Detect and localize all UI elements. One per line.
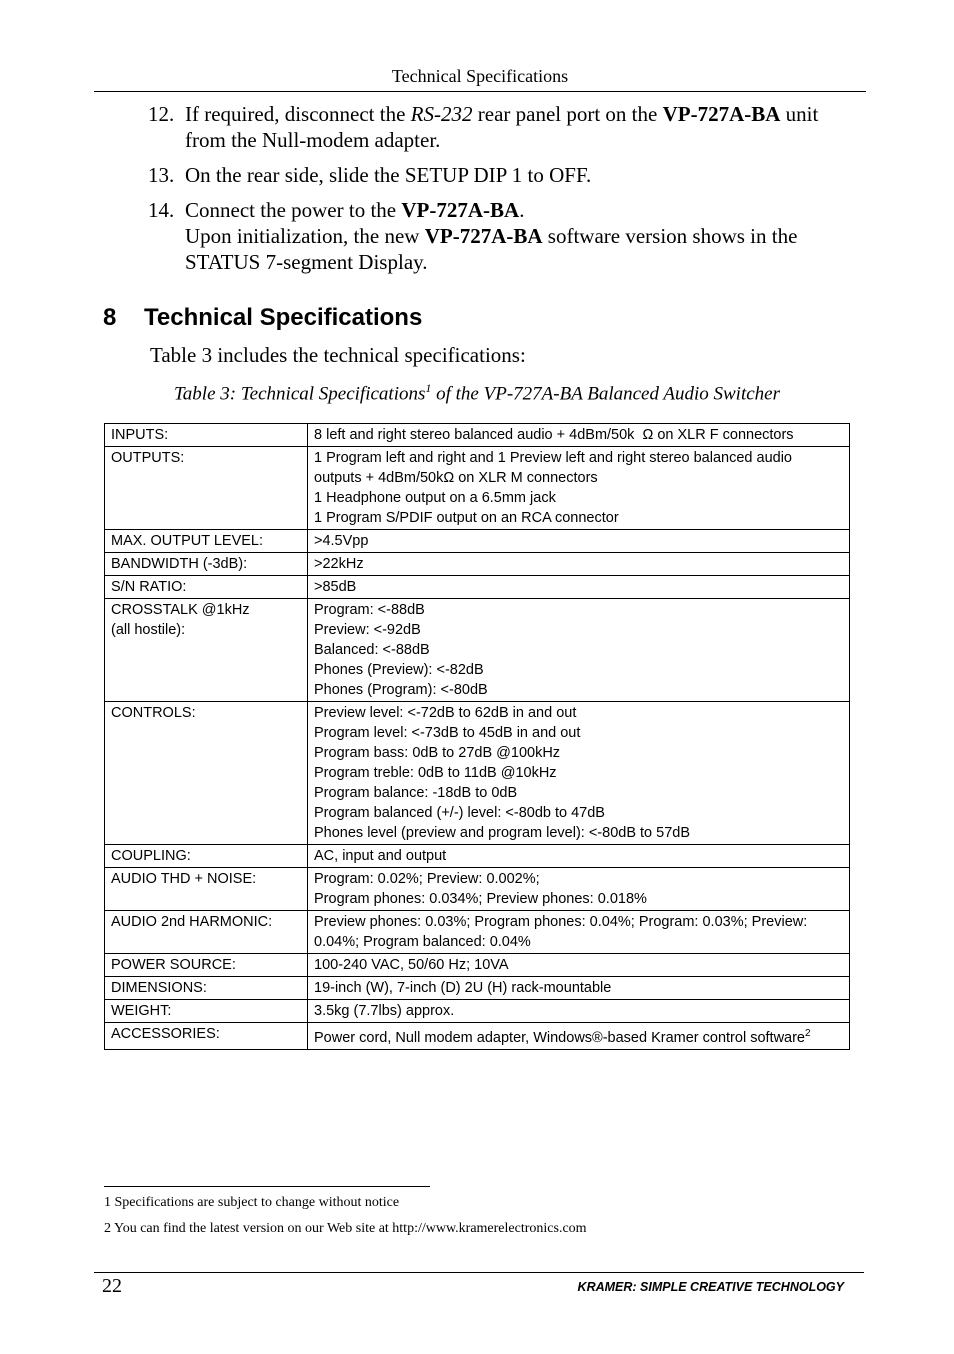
spec-label: AUDIO 2nd HARMONIC: (105, 911, 308, 954)
intro-text: Table 3 includes the technical specifications: (150, 343, 526, 367)
spec-value: Preview phones: 0.03%; Program phones: 0.04%; Program: 0.03%; Preview: 0.04%; Program balanced: 0.04% (308, 911, 850, 954)
spec-row (105, 576, 850, 599)
footer-divider (94, 1272, 864, 1273)
footnote-2: 2 You can find the latest version on our Web site at http://www.kramerelectronics.com (104, 1221, 587, 1236)
step-number: 13. (148, 163, 175, 187)
spec-label: BANDWIDTH (-3dB): (105, 553, 308, 576)
footnote-divider (104, 1186, 430, 1187)
spec-label: POWER SOURCE: (105, 954, 308, 977)
footnote-1: 1 Specifications are subject to change without notice (104, 1195, 400, 1210)
step-item (148, 162, 858, 188)
spec-label: DIMENSIONS: (105, 977, 308, 1000)
spec-row (105, 1023, 850, 1050)
spec-value: 3.5kg (7.7lbs) approx. (308, 1000, 850, 1023)
spec-value: 100-240 VAC, 50/60 Hz; 10VA (308, 954, 850, 977)
step-item (148, 197, 858, 275)
step-text: Connect the power to the VP-727A-BA. (185, 198, 525, 222)
spec-label: CONTROLS: (105, 702, 308, 845)
spec-label: WEIGHT: (105, 1000, 308, 1023)
spec-row (105, 977, 850, 1000)
section-heading (103, 304, 422, 332)
header-divider (94, 91, 866, 92)
spec-row (105, 868, 850, 911)
spec-row (105, 845, 850, 868)
spec-value: >4.5Vpp (308, 530, 850, 553)
section-number: 8 (103, 304, 117, 331)
spec-row (105, 911, 850, 954)
section-title: Technical Specifications (144, 304, 423, 331)
spec-value: >85dB (308, 576, 850, 599)
spec-row (105, 954, 850, 977)
spec-value: AC, input and output (308, 845, 850, 868)
table-caption: Table 3: Technical Specifications$^1$ of the VP-727A-BA Balanced Audio Switcher (173, 381, 780, 405)
spec-row (105, 1000, 850, 1023)
step-item (148, 101, 858, 153)
spec-value: Power cord, Null modem adapter, Windows®-based Kramer control software$^2$ (308, 1023, 850, 1050)
spec-label: AUDIO THD + NOISE: (105, 868, 308, 911)
spec-label: COUPLING: (105, 845, 308, 868)
spec-value: >22kHz (308, 553, 850, 576)
spec-row (105, 599, 850, 702)
spec-value: Program: <-88dB Preview: <-92dB Balanced: <-88dB Phones (Preview): <-82dB Phones (Program): <-80dB (308, 599, 850, 702)
procedure-steps (148, 101, 858, 284)
spec-label: OUTPUTS: (105, 447, 308, 530)
spec-value: Program: 0.02%; Preview: 0.002%; Program phones: 0.034%; Preview phones: 0.018% (308, 868, 850, 911)
spec-label: INPUTS: (105, 424, 308, 447)
spec-value: 1 Program left and right and 1 Preview left and right stereo balanced audio outputs + 4dBm/50kΩ on XLR M connectors 1 Headphone output on a 6.5mm jack 1 Program S/PDIF output on an RCA connector (308, 447, 850, 530)
step-note: Upon initialization, the new VP-727A-BA software version shows in the STATUS 7-segment Display. (185, 224, 798, 274)
spec-label: ACCESSORIES: (105, 1023, 308, 1050)
page-number: 22 (102, 1275, 122, 1297)
step-text: If required, disconnect the RS-232 rear panel port on the VP-727A-BA unit from the Null-modem adapter. (185, 102, 819, 152)
step-number: 14. (148, 198, 175, 222)
spec-row (105, 702, 850, 845)
step-number: 12. (148, 102, 175, 126)
spec-value: Preview level: <-72dB to 62dB in and out Program level: <-73dB to 45dB in and out Program bass: 0dB to 27dB @100kHz Program treble: 0dB to 11dB @10kHz Program balance: -18dB to 0dB Program balanced (+/-) level: <-80db to 47dB Phones level (preview and program level): <-80dB to 57dB (308, 702, 850, 845)
spec-row (105, 553, 850, 576)
spec-label: S/N RATIO: (105, 576, 308, 599)
spec-row (105, 424, 850, 447)
step-text: On the rear side, slide the SETUP DIP 1 to OFF. (185, 163, 592, 187)
running-header: Technical Specifications (391, 66, 569, 86)
spec-value: 19-inch (W), 7-inch (D) 2U (H) rack-mountable (308, 977, 850, 1000)
spec-label: MAX. OUTPUT LEVEL: (105, 530, 308, 553)
footer-brand: KRAMER: SIMPLE CREATIVE TECHNOLOGY (577, 1280, 844, 1294)
spec-label: CROSSTALK @1kHz (all hostile): (105, 599, 308, 702)
spec-row (105, 530, 850, 553)
spec-value: 8 left and right stereo balanced audio + 4dBm/50k Ω on XLR F connectors (308, 424, 850, 447)
spec-row (105, 447, 850, 530)
specifications-table (104, 423, 850, 1050)
